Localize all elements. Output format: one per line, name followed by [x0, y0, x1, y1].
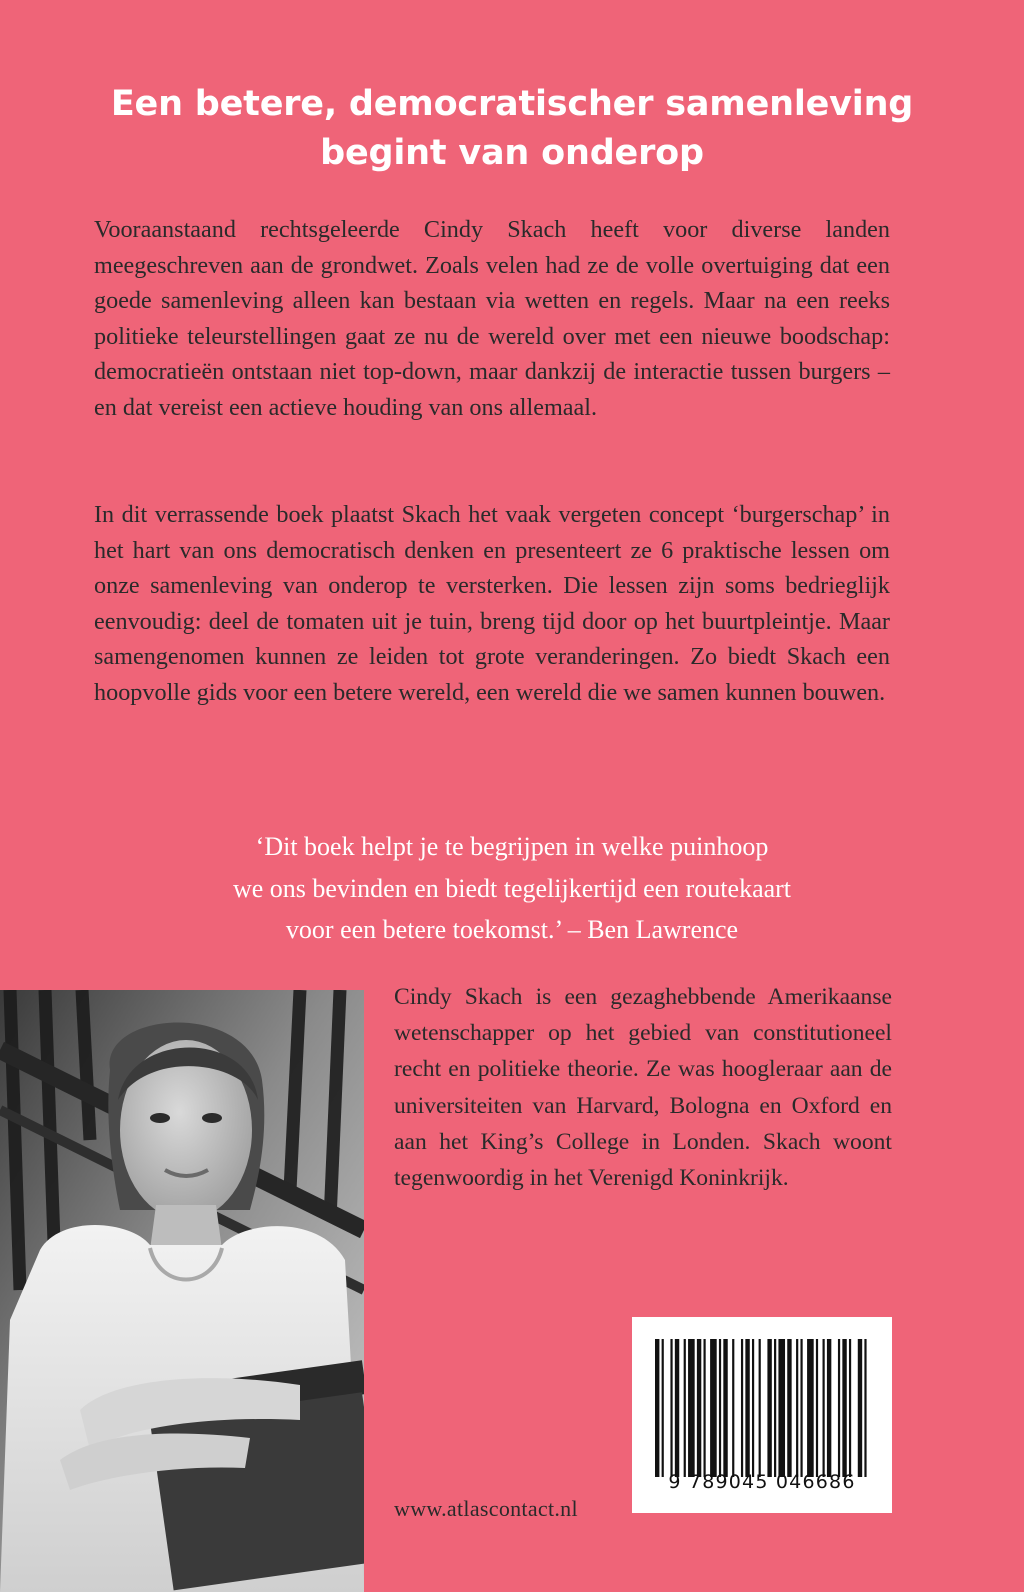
- publisher-website: www.atlascontact.nl: [394, 1496, 578, 1521]
- barcode-bar: [752, 1339, 754, 1477]
- headline-line-2: begint van onderop: [320, 133, 704, 173]
- blurb-paragraph-1: Vooraanstaand rechtsgeleerde Cindy Skach heeft voor diverse landen meegeschreven aan de grondwet. Zoals velen had ze de volle overtuiging dat een goede samenleving alleen kan bestaan via wetten en regels. Maar na een reeks politieke teleurstellingen gaat ze nu de wereld over met een nieuwe boodschap: democratieën ontstaan niet top-down, maar dankzij de interactie tussen burgers – en dat vereist een actieve houding van ons allemaal.: [94, 216, 890, 421]
- barcode-bars: [655, 1339, 871, 1477]
- barcode-bar: [787, 1339, 791, 1477]
- barcode-bar: [655, 1339, 659, 1477]
- barcode-bar: [759, 1339, 761, 1477]
- blurb-paragraph-2: In dit verrassende boek plaatst Skach het vaak vergeten concept ‘burgerschap’ in het hart van ons democratisch denken en presenteert ze 6 praktische lessen om onze samenleving van onderop te versterken. Die lessen zijn soms bedrieglijk eenvoudig: deel de tomaten uit je tuin, breng tijd door op het buurtpleintje. Maar samengenomen kunnen ze leiden tot grote veranderingen. Zo biedt Skach een hoopvolle gids voor een betere wereld, een wereld die we samen kunnen bouwen.: [94, 501, 890, 706]
- barcode-bar: [827, 1339, 831, 1477]
- barcode-bar: [767, 1339, 771, 1477]
- barcode-bar: [778, 1339, 785, 1477]
- barcode-bar: [774, 1339, 776, 1477]
- barcode-bar: [816, 1339, 818, 1477]
- isbn-barcode: [632, 1317, 892, 1513]
- barcode-bar: [670, 1339, 672, 1477]
- barcode-bar: [745, 1339, 749, 1477]
- barcode-bar: [723, 1339, 727, 1477]
- barcode-bar: [719, 1339, 721, 1477]
- isbn-number: 9 789045 046686: [668, 1471, 856, 1493]
- barcode-bar: [662, 1339, 664, 1477]
- author-bio: Cindy Skach is een gezaghebbende Amerikaanse wetenschapper op het gebied van constitutioneel recht en politieke theorie. Ze was hoogleraar aan de universiteiten van Harvard, Bologna en Oxford en aan het King’s College in Londen. Skach woont tegenwoordig in het Verenigd Koninkrijk.: [394, 984, 892, 1192]
- barcode-bar: [864, 1339, 866, 1477]
- headline: [60, 80, 964, 178]
- barcode-bar: [849, 1339, 851, 1477]
- barcode-bar: [842, 1339, 846, 1477]
- quote-line-2: we ons bevinden en biedt tegelijkertijd een routekaart: [232, 873, 792, 903]
- barcode-bar: [858, 1339, 862, 1477]
- barcode-bar: [710, 1339, 717, 1477]
- barcode-bar: [838, 1339, 840, 1477]
- barcode-bar: [688, 1339, 695, 1477]
- headline-line-1: Een betere, democratischer samenleving: [110, 84, 914, 124]
- barcode-bar: [823, 1339, 825, 1477]
- quote-line-1: ‘Dit boek helpt je te begrijpen in welke puinhoop: [255, 832, 769, 861]
- barcode-bar: [703, 1339, 705, 1477]
- barcode-bar: [741, 1339, 743, 1477]
- quote-line-3: voor een betere toekomst.’ – Ben Lawrence: [285, 915, 739, 944]
- barcode-bar: [732, 1339, 734, 1477]
- author-photo: [0, 990, 364, 1592]
- barcode-bar: [807, 1339, 814, 1477]
- barcode-bar: [800, 1339, 802, 1477]
- barcode-bar: [697, 1339, 701, 1477]
- endorsement-quote: [110, 826, 914, 951]
- barcode-bar: [796, 1339, 798, 1477]
- barcode-bar: [684, 1339, 686, 1477]
- barcode-bar: [675, 1339, 679, 1477]
